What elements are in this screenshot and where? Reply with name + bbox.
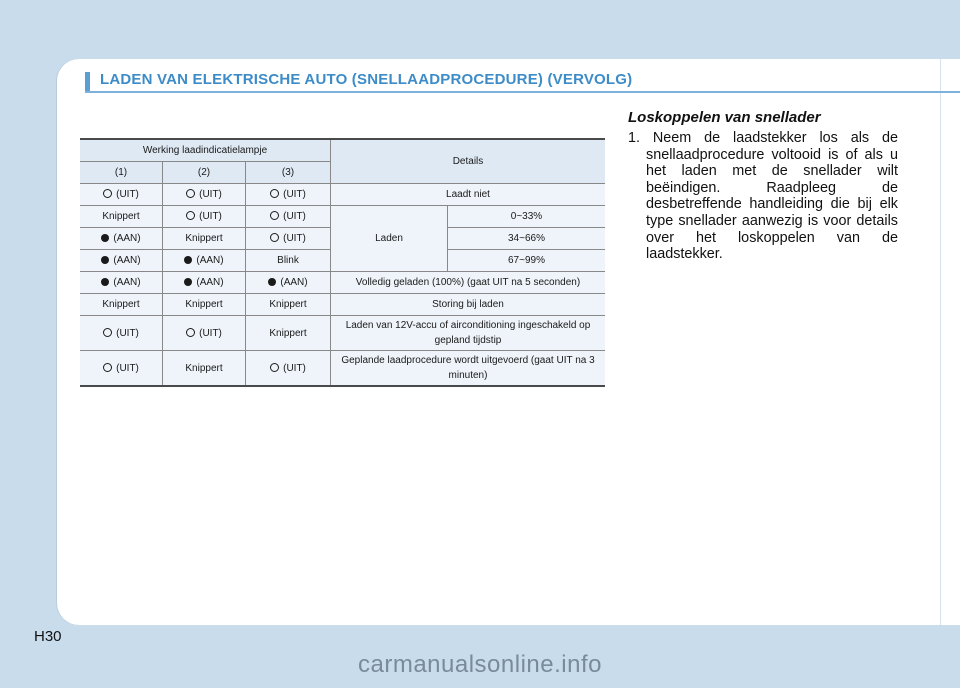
section-title: LADEN VAN ELEKTRISCHE AUTO (SNELLAADPROCEDURE) (VERVOLG) (100, 71, 633, 88)
lamp-state-cell-3 (246, 250, 331, 272)
lamp-state-cell-1 (80, 184, 163, 206)
detail-group-cell: Laden (331, 206, 448, 272)
lamp-state-label: (UIT) (283, 189, 306, 200)
lamp-state-cell-2 (163, 351, 246, 387)
lamp-off-icon (103, 328, 112, 337)
title-marker (85, 72, 90, 91)
lamp-on-icon (184, 278, 192, 286)
head-col-1: (1) (80, 162, 163, 184)
lamp-on-icon (101, 278, 109, 286)
lamp-state-label: (UIT) (283, 233, 306, 244)
lamp-state-cell-2 (163, 250, 246, 272)
detail-cell: Volledig geladen (100%) (gaat UIT na 5 seconden) (331, 272, 606, 294)
table-row (80, 206, 605, 228)
step-1-text: 1. Neem de laadstekker los als de snellaadprocedure voltooid is of als u het laden met de snellader wilt beëindigen. Raadpleeg de desbetreffende handleiding die bij elk type snellader aanwezig is voor details over het loskoppelen van de laadstekker. (628, 130, 898, 263)
table-row (80, 351, 605, 387)
lamp-state-label: (UIT) (283, 211, 306, 222)
lamp-state-cell-1 (80, 272, 163, 294)
lamp-state-cell-2 (163, 184, 246, 206)
lamp-off-icon (270, 233, 279, 242)
detail-cell: 0~33% (448, 206, 606, 228)
lamp-off-icon (270, 363, 279, 372)
lamp-state-cell-3 (246, 272, 331, 294)
lamp-state-label: Knippert (269, 299, 307, 310)
lamp-on-icon (101, 256, 109, 264)
lamp-state-cell-1 (80, 316, 163, 351)
subsection-title: Loskoppelen van snellader (628, 109, 821, 126)
detail-cell: 34~66% (448, 228, 606, 250)
head-col-2: (2) (163, 162, 246, 184)
lamp-state-label: (AAN) (113, 255, 141, 266)
lamp-off-icon (103, 363, 112, 372)
lamp-state-label: (AAN) (196, 255, 224, 266)
detail-cell: Laadt niet (331, 184, 606, 206)
lamp-state-label: Knippert (185, 299, 223, 310)
lamp-state-label: (AAN) (113, 233, 141, 244)
lamp-off-icon (186, 189, 195, 198)
lamp-state-label: (UIT) (199, 211, 222, 222)
lamp-state-cell-1 (80, 351, 163, 387)
lamp-on-icon (101, 234, 109, 242)
page-edge-rule (940, 59, 941, 625)
lamp-state-cell-3 (246, 316, 331, 351)
lamp-state-label: (AAN) (113, 277, 141, 288)
lamp-state-cell-1 (80, 228, 163, 250)
lamp-state-label: Knippert (269, 327, 307, 339)
head-col-3: (3) (246, 162, 331, 184)
lamp-state-label: (UIT) (116, 327, 139, 339)
lamp-state-label: (AAN) (196, 277, 224, 288)
lamp-state-cell-3 (246, 351, 331, 387)
lamp-state-cell-2 (163, 316, 246, 351)
lamp-state-cell-3 (246, 228, 331, 250)
lamp-state-label: (AAN) (280, 277, 308, 288)
detail-cell: 67~99% (448, 250, 606, 272)
lamp-state-label: Knippert (102, 299, 140, 310)
table-row (80, 272, 605, 294)
lamp-off-icon (270, 211, 279, 220)
table-row (80, 316, 605, 351)
lamp-state-cell-1 (80, 294, 163, 316)
table-row (80, 184, 605, 206)
lamp-state-label: (UIT) (199, 189, 222, 200)
lamp-state-label: (UIT) (116, 189, 139, 200)
lamp-state-label: (UIT) (116, 362, 139, 374)
lamp-state-cell-3 (246, 184, 331, 206)
lamp-state-label: Blink (277, 255, 299, 266)
table-row (80, 294, 605, 316)
lamp-state-cell-3 (246, 294, 331, 316)
lamp-state-label: Knippert (102, 211, 140, 222)
lamp-on-icon (184, 256, 192, 264)
lamp-state-label: Knippert (185, 233, 223, 244)
lamp-state-label: (UIT) (283, 362, 306, 374)
lamp-state-cell-2 (163, 206, 246, 228)
page-number: H30 (34, 628, 62, 645)
head-details: Details (331, 139, 606, 184)
lamp-off-icon (186, 211, 195, 220)
lamp-on-icon (268, 278, 276, 286)
lamp-state-cell-2 (163, 294, 246, 316)
lamp-state-cell-1 (80, 206, 163, 228)
lamp-state-label: Knippert (185, 362, 223, 374)
title-underline (85, 91, 960, 93)
lamp-state-label: (UIT) (199, 327, 222, 339)
lamp-state-cell-1 (80, 250, 163, 272)
indicator-table-body (80, 184, 605, 387)
lamp-off-icon (103, 189, 112, 198)
detail-cell: Geplande laadprocedure wordt uitgevoerd (gaat UIT na 3 minuten) (331, 351, 606, 387)
lamp-state-cell-2 (163, 272, 246, 294)
lamp-off-icon (186, 328, 195, 337)
lamp-state-cell-3 (246, 206, 331, 228)
detail-cell: Storing bij laden (331, 294, 606, 316)
head-group: Werking laadindicatielampje (80, 139, 331, 162)
watermark: carmanualsonline.info (358, 651, 602, 678)
detail-cell: Laden van 12V-accu of airconditioning ingeschakeld op gepland tijdstip (331, 316, 606, 351)
lamp-off-icon (270, 189, 279, 198)
indicator-table (80, 138, 605, 387)
lamp-state-cell-2 (163, 228, 246, 250)
